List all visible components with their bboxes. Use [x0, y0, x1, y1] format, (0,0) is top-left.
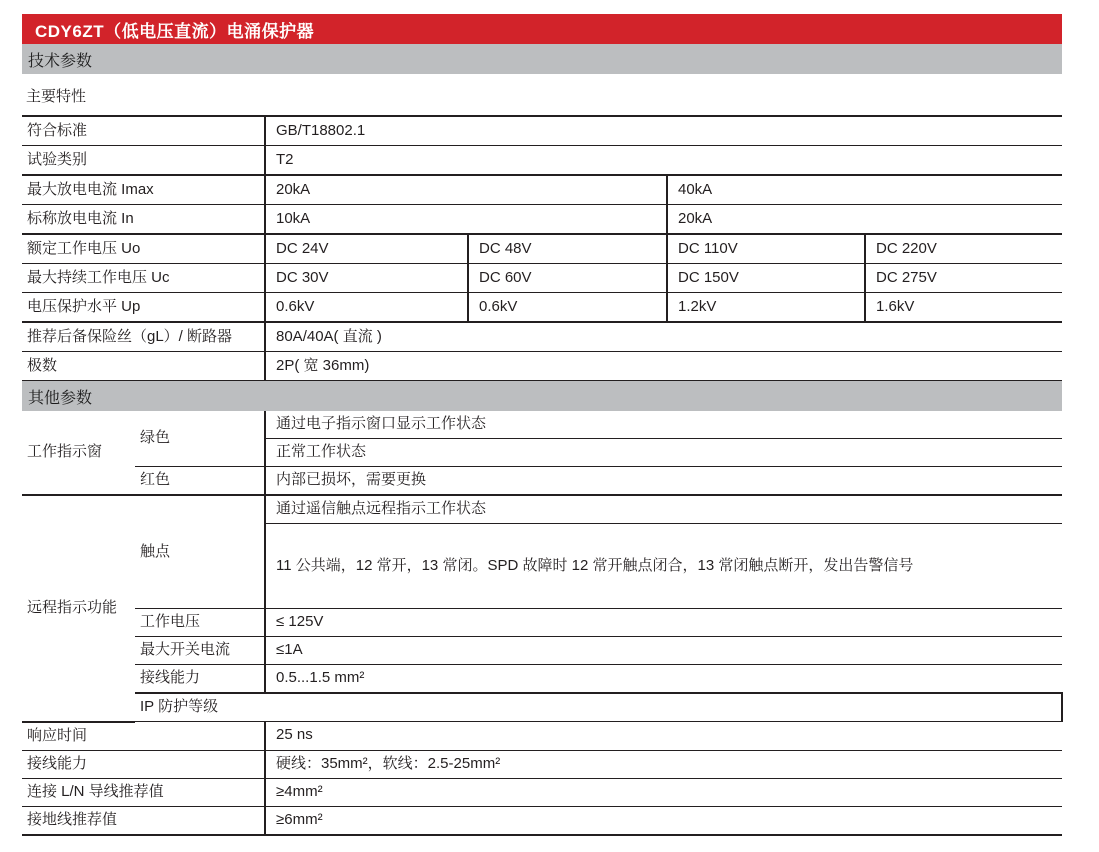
spec-label: 推荐后备保险丝（gL）/ 断路器	[22, 322, 265, 352]
spec-label: 连接 L/N 导线推荐值	[22, 778, 265, 806]
spec-label: 电压保护水平 Up	[22, 293, 265, 323]
spec-value: DC 30V	[265, 264, 468, 293]
spec-sub-label: 工作电压	[135, 609, 265, 637]
section-bar-tech-params	[22, 44, 1062, 74]
spec-value: 25 ns	[265, 722, 1062, 751]
table-row	[22, 293, 1062, 323]
spec-sub-label: 最大开关电流	[135, 637, 265, 665]
table-row	[22, 609, 1062, 637]
spec-value: DC 48V	[468, 234, 667, 264]
spec-value: ≤ 125V	[265, 609, 1062, 637]
table-row	[22, 352, 1062, 381]
section-title-tech-params: 技术参数	[28, 52, 93, 70]
table-row	[22, 637, 1062, 665]
spec-sub-label: 红色	[135, 467, 265, 496]
table-row	[22, 693, 1062, 722]
other-spec-table	[22, 411, 1062, 836]
product-title: CDY6ZT（低电压直流）电涌保护器	[35, 21, 315, 41]
table-row	[22, 806, 1062, 835]
table-row	[22, 175, 1062, 205]
spec-label: 接地线推荐值	[22, 806, 265, 835]
table-row	[22, 322, 1062, 352]
spec-value: DC 24V	[265, 234, 468, 264]
subsection-main-features: 主要特性	[26, 88, 87, 105]
spec-label: 最大持续工作电压 Uc	[22, 264, 265, 293]
spec-value: DC 110V	[667, 234, 865, 264]
spec-label: IP 防护等级	[135, 693, 1062, 722]
spec-label: 额定工作电压 Uo	[22, 234, 265, 264]
table-row	[22, 722, 1062, 751]
spec-label: 接线能力	[22, 750, 265, 778]
spec-sheet-page	[22, 14, 1062, 836]
table-row	[22, 778, 1062, 806]
spec-label: 响应时间	[22, 722, 265, 751]
spec-value: 10kA	[265, 205, 667, 235]
spec-value: T2	[265, 146, 1062, 176]
spec-value: ≥4mm²	[265, 778, 1062, 806]
spec-sub-label: 绿色	[135, 411, 265, 467]
spec-value: 1.2kV	[667, 293, 865, 323]
spec-value: DC 150V	[667, 264, 865, 293]
spec-value: 通过电子指示窗口显示工作状态	[265, 411, 1062, 439]
spec-value: ≤1A	[265, 637, 1062, 665]
spec-value: 正常工作状态	[265, 439, 1062, 467]
spec-value: 11 公共端，12 常开，13 常闭。SPD 故障时 12 常开触点闭合，13 常闭触点断开，发出告警信号	[265, 524, 1062, 609]
spec-value: DC 275V	[865, 264, 1062, 293]
spec-label: 最大放电电流 Imax	[22, 175, 265, 205]
spec-value: DC 60V	[468, 264, 667, 293]
spec-value: 硬线：35mm²，软线：2.5-25mm²	[265, 750, 1062, 778]
table-row	[22, 467, 1062, 496]
spec-value: 0.5...1.5 mm²	[265, 665, 1062, 694]
spec-sub-label: 触点	[135, 495, 265, 609]
section-title-other-params: 其他参数	[28, 389, 93, 407]
table-row	[22, 205, 1062, 235]
table-row	[22, 234, 1062, 264]
table-row	[22, 665, 1062, 694]
spec-value: 通过遥信触点远程指示工作状态	[265, 495, 1062, 524]
product-title-bar	[22, 14, 1062, 44]
section-bar-other-params	[22, 381, 1062, 411]
spec-label: 极数	[22, 352, 265, 381]
spec-value: 1.6kV	[865, 293, 1062, 323]
spec-value: 40kA	[667, 175, 1062, 205]
table-row	[22, 146, 1062, 176]
spec-sub-label: 接线能力	[135, 665, 265, 694]
spec-value: 内部已损坏，需要更换	[265, 467, 1062, 496]
spec-group-label: 远程指示功能	[22, 495, 135, 722]
spec-value: 2P( 宽 36mm)	[265, 352, 1062, 381]
spec-value: ≥6mm²	[265, 806, 1062, 835]
table-row	[22, 116, 1062, 146]
table-row	[22, 750, 1062, 778]
table-row	[22, 495, 1062, 524]
spec-value: 80A/40A( 直流 )	[265, 322, 1062, 352]
spec-value: 20kA	[667, 205, 1062, 235]
table-row	[22, 264, 1062, 293]
spec-label: 标称放电电流 In	[22, 205, 265, 235]
spec-label: 试验类别	[22, 146, 265, 176]
spec-value: 0.6kV	[265, 293, 468, 323]
spec-value: DC 220V	[865, 234, 1062, 264]
spec-group-label: 工作指示窗	[22, 411, 135, 495]
spec-value: 0.6kV	[468, 293, 667, 323]
main-spec-table	[22, 115, 1062, 381]
table-row	[22, 411, 1062, 439]
spec-value: 20kA	[265, 175, 667, 205]
spec-value: GB/T18802.1	[265, 116, 1062, 146]
spec-label: 符合标准	[22, 116, 265, 146]
